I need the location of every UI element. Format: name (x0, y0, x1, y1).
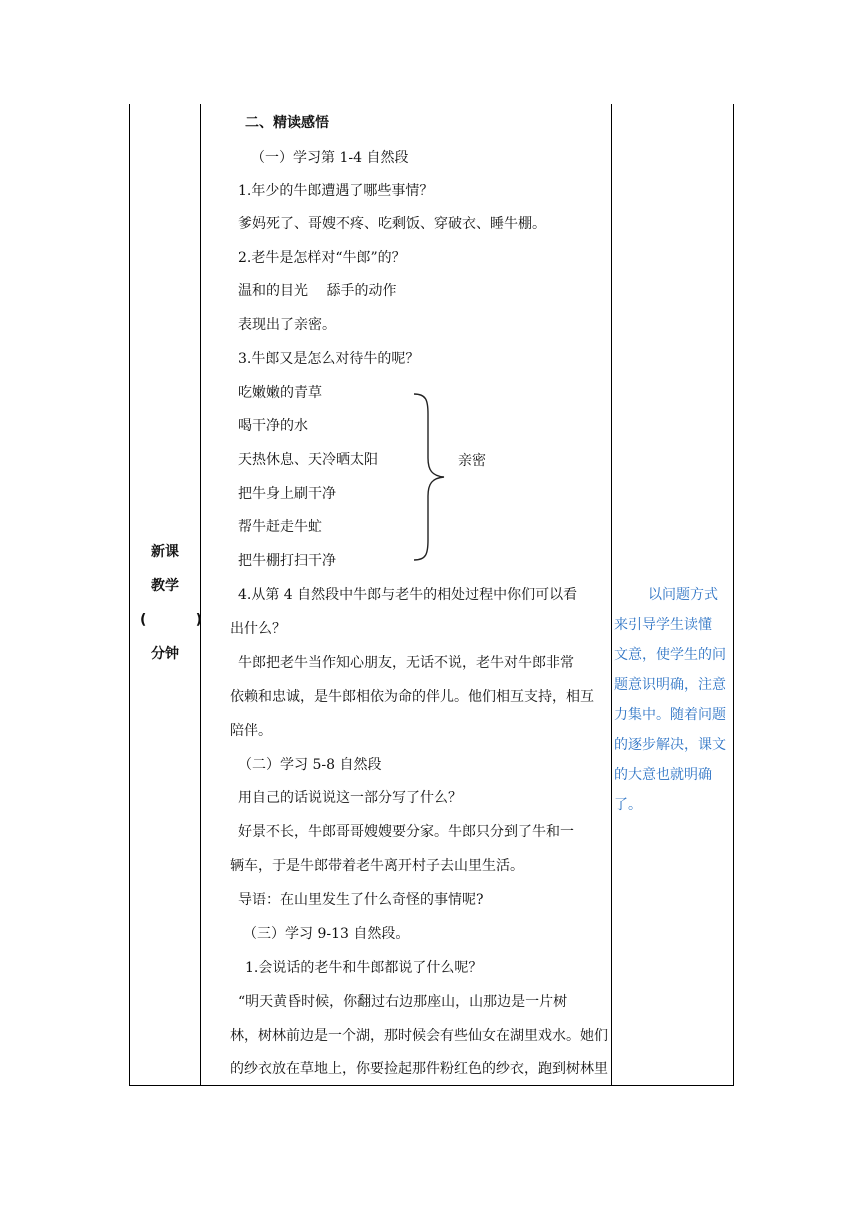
part3-question-1: 1.会说话的老牛和牛郎都说了什么呢？ (245, 960, 483, 976)
label-minutes-paren (130, 603, 200, 637)
label-line-4: 分钟 (151, 646, 179, 662)
note-line-2: 来引导学生读懂 (614, 617, 712, 633)
care-item-6: 把牛棚打扫干净 (238, 553, 336, 569)
answer-2-line-1: 温和的目光 舔手的动作 (238, 283, 397, 299)
care-item-5: 帮牛赶走牛虻 (238, 519, 322, 535)
quote-line-2: 林，树林前边是一个湖，那时候会有些仙女在湖里戏水。她们 (230, 1028, 608, 1044)
paren-open: ( (140, 612, 147, 628)
answer-2-line-2: 表现出了亲密。 (238, 317, 336, 333)
curly-brace-icon (412, 392, 448, 562)
care-item-1: 吃嫩嫩的青草 (238, 385, 322, 401)
care-item-2: 喝干净的水 (238, 418, 308, 434)
table-border-bottom (129, 1085, 734, 1086)
note-line-5: 力集中。随着问题 (614, 707, 726, 723)
note-line-6: 的逐步解决，课文 (614, 737, 726, 753)
note-line-4: 题意识明确，注意 (614, 677, 726, 693)
part1-heading: （一）学习第 1-4 自然段 (251, 150, 409, 166)
answer-4-line-2: 依赖和忠诚，是牛郎相依为命的伴儿。他们相互支持，相互 (230, 689, 594, 705)
question-2: 2.老牛是怎样对“牛郎”的？ (238, 250, 406, 266)
quote-line-3: 的纱衣放在草地上，你要捡起那件粉红色的纱衣，跑到树林里 (230, 1061, 608, 1077)
part2-question: 用自己的话说说这一部分写了什么？ (238, 790, 462, 806)
note-line-3: 文意，使学生的问 (614, 647, 726, 663)
teaching-note (614, 580, 732, 820)
part2-guide: 导语：在山里发生了什么奇怪的事情呢? (238, 892, 484, 908)
label-line-1: 新课 (151, 544, 179, 560)
question-4-line-1-text: 4.从第 4 自然段中牛郎与老牛的相处过程中你们可以看 (238, 587, 578, 603)
note-line-7: 的大意也就明确 (614, 767, 712, 783)
paren-close: ) (195, 612, 202, 628)
table-divider-1 (200, 104, 201, 1086)
note-line-1: 以问题方式 (648, 587, 718, 603)
part3-heading: （三）学习 9-13 自然段。 (243, 926, 410, 942)
answer-1: 爹妈死了、哥嫂不疼、吃剩饭、穿破衣、睡牛棚。 (238, 216, 546, 232)
part2-heading: （二）学习 5-8 自然段 (238, 757, 382, 773)
part2-answer-line-1: 好景不长，牛郎哥哥嫂嫂要分家。牛郎只分到了牛和一 (238, 824, 574, 840)
quote-line-1: “明天黄昏时候，你翻过右边那座山，山那边是一片树 (238, 994, 568, 1010)
note-line-8: 了。 (614, 797, 642, 813)
answer-4-line-1: 牛郎把老牛当作知心朋友，无话不说，老牛对牛郎非常 (238, 655, 574, 671)
question-1: 1.年少的牛郎遭遇了哪些事情？ (238, 183, 434, 199)
section-title: 二、精读感悟 (245, 115, 329, 131)
question-4-line-1 (238, 585, 622, 605)
question-3: 3.牛郎又是怎么对待牛的呢？ (238, 351, 420, 367)
question-4-line-2: 出什么？ (230, 621, 286, 637)
care-item-4: 把牛身上刷干净 (238, 486, 336, 502)
care-item-3: 天热休息、天冷晒太阳 (238, 452, 378, 468)
section-label (130, 535, 200, 671)
table-border-right (733, 104, 734, 1086)
part2-answer-line-2: 辆车，于是牛郎带着老牛离开村子去山里生活。 (230, 858, 524, 874)
label-line-2: 教学 (151, 578, 179, 594)
brace-label: 亲密 (458, 453, 486, 469)
answer-4-line-3: 陪伴。 (230, 723, 272, 739)
